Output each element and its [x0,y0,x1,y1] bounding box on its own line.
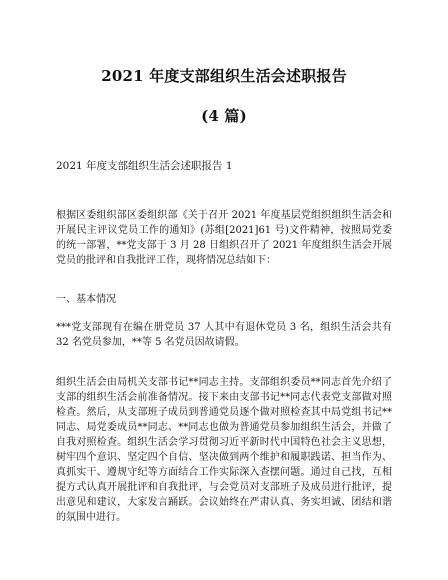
intro-paragraph: 根据区委组织部区委组织部《关于召开 2021 年度基层党组织组织生活会和开展民主评议党员工作的通知》(苏组[2021]61 号)文件精神，按照局党委的统一部署，**党支部于 3 月 28 日组织召开了 2021 年度组织生活会开展党员的批评和自我批评工作，现将情况总结如下： [56,210,392,266]
document-title: 2021 年度支部组织生活会述职报告 [101,67,347,85]
report-subheading: 2021 年度支部组织生活会述职报告 1 [56,160,233,172]
section-heading: 一、基本情况 [56,294,116,305]
member-count-paragraph: ***党支部现有在编在册党员 37 人其中有退休党员 3 名，组织生活会共有 32 名党员参加，**等 5 名党员因故请假。 [56,322,392,348]
meeting-detail-paragraph: 组织生活会由局机关支部书记**同志主持。支部组织委员**同志首先介绍了支部的组织生活会前准备情况。接下来由支部书记**同志代表党支部做对照检查。然后，从支部班子成员到普通党员逐个做对照检查其中局党组书记**同志、局党委成员**同志、**同志也做为普通党员参加组织生活会，并做了自我对照检查。组织生活会学习贯彻习近平新时代中国特色社会主义思想，树牢四个意识、坚定四个自信、坚决做到两个维护和履职践诺、担当作为、真抓实干、遵规守纪等方面结合工作实际深入查摆问题。通过自己找，互相提方式认真开展批评和自我批评，与会党员对支部班子及成员进行批评，提出意见和建议，大家发言踊跃。会议始终在严肃认真、务实坦诚、团结和谐的氛围中进行。 [56,377,392,523]
document-title-count: (4 篇) [201,107,247,125]
